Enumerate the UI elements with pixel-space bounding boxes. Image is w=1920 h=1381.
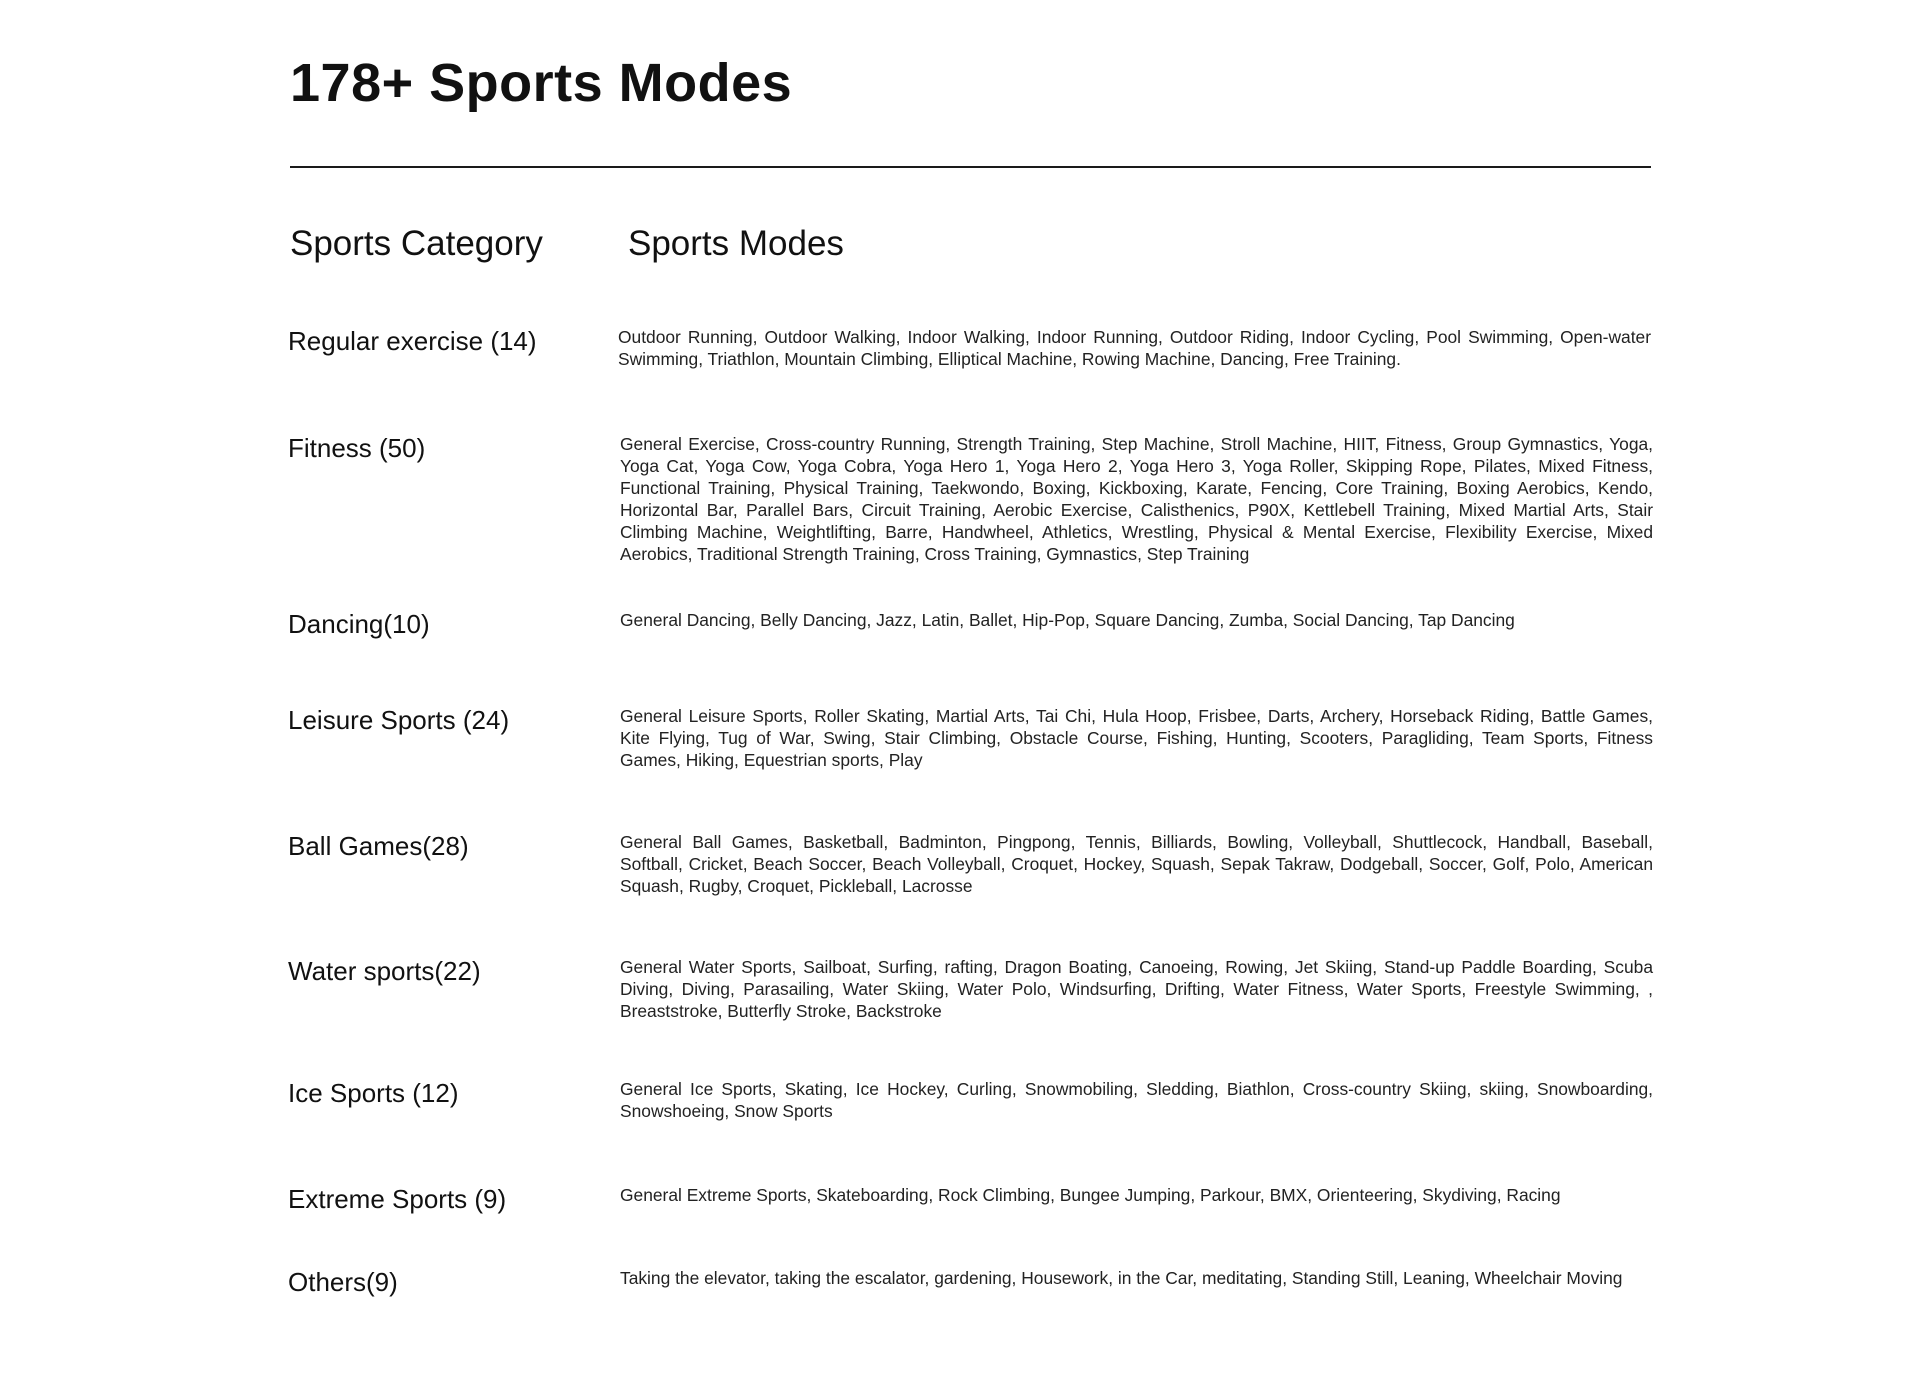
sports-mode-list: Outdoor Running, Outdoor Walking, Indoor Walking, Indoor Running, Outdoor Riding, Indoor Cycling, Pool Swimming, Open-water Swimming, Triathlon, Mountain Climbing, Elliptical Machine, Rowing Machine, Dancing, Free Training.	[618, 327, 1651, 369]
sports-mode-list: General Ball Games, Basketball, Badminton, Pingpong, Tennis, Billiards, Bowling, Volleyball, Shuttlecock, Handball, Baseball, Softball, Cricket, Beach Soccer, Beach Volleyball, Croquet, Hockey, Squash, Sepak Takraw, Dodgeball, Soccer, Golf, Polo, American Squash, Rugby, Croquet, Pickleball, Lacrosse	[620, 832, 1653, 896]
sports-mode-list: General Extreme Sports, Skateboarding, Rock Climbing, Bungee Jumping, Parkour, BMX, Orienteering, Skydiving, Racing	[620, 1185, 1561, 1205]
sports-mode-list: Taking the elevator, taking the escalator, gardening, Housework, in the Car, meditating, Standing Still, Leaning, Wheelchair Moving	[620, 1268, 1623, 1288]
category-name: Leisure Sports (24)	[288, 705, 510, 735]
column-header-modes: Sports Modes	[628, 224, 844, 263]
sports-mode-list: General Water Sports, Sailboat, Surfing, rafting, Dragon Boating, Canoeing, Rowing, Jet Skiing, Stand-up Paddle Boarding, Scuba Diving, Diving, Parasailing, Water Skiing, Water Polo, Windsurfing, Drifting, Water Fitness, Water Sports, Freestyle Swimming, , Breaststroke, Butterfly Stroke, Backstroke	[620, 957, 1653, 1021]
category-name: Others(9)	[288, 1267, 398, 1297]
category-name: Extreme Sports (9)	[288, 1184, 507, 1214]
category-name: Regular exercise (14)	[288, 326, 537, 356]
sports-mode-list: General Exercise, Cross-country Running, Strength Training, Step Machine, Stroll Machine, HIIT, Fitness, Group Gymnastics, Yoga, Yoga Cat, Yoga Cow, Yoga Cobra, Yoga Hero 1, Yoga Hero 2, Yoga Hero 3, Yoga Roller, Skipping Rope, Pilates, Mixed Fitness, Functional Training, Physical Training, Taekwondo, Boxing, Kickboxing, Karate, Fencing, Core Training, Boxing Aerobics, Kendo, Horizontal Bar, Parallel Bars, Circuit Training, Aerobic Exercise, Calisthenics, P90X, Kettlebell Training, Mixed Martial Arts, Stair Climbing Machine, Weightlifting, Barre, Handwheel, Athletics, Wrestling, Physical & Mental Exercise, Flexibility Exercise, Mixed Aerobics, Traditional Strength Training, Cross Training, Gymnastics, Step Training	[620, 434, 1653, 564]
sports-mode-list: General Dancing, Belly Dancing, Jazz, Latin, Ballet, Hip-Pop, Square Dancing, Zumba, Social Dancing, Tap Dancing	[620, 610, 1515, 630]
category-name: Dancing(10)	[288, 609, 430, 639]
sports-mode-list: General Ice Sports, Skating, Ice Hockey, Curling, Snowmobiling, Sledding, Biathlon, Cross-country Skiing, skiing, Snowboarding, Snowshoeing, Snow Sports	[620, 1079, 1653, 1121]
title-divider	[290, 166, 1651, 168]
category-name: Fitness (50)	[288, 433, 426, 463]
category-name: Ball Games(28)	[288, 831, 469, 861]
category-name: Ice Sports (12)	[288, 1078, 459, 1108]
sports-mode-list: General Leisure Sports, Roller Skating, Martial Arts, Tai Chi, Hula Hoop, Frisbee, Darts, Archery, Horseback Riding, Battle Games, Kite Flying, Tug of War, Swing, Stair Climbing, Obstacle Course, Fishing, Hunting, Scooters, Paragliding, Team Sports, Fitness Games, Hiking, Equestrian sports, Play	[620, 706, 1653, 770]
page-title: 178+ Sports Modes	[290, 53, 793, 113]
column-header-category: Sports Category	[290, 224, 543, 263]
category-name: Water sports(22)	[288, 956, 481, 986]
